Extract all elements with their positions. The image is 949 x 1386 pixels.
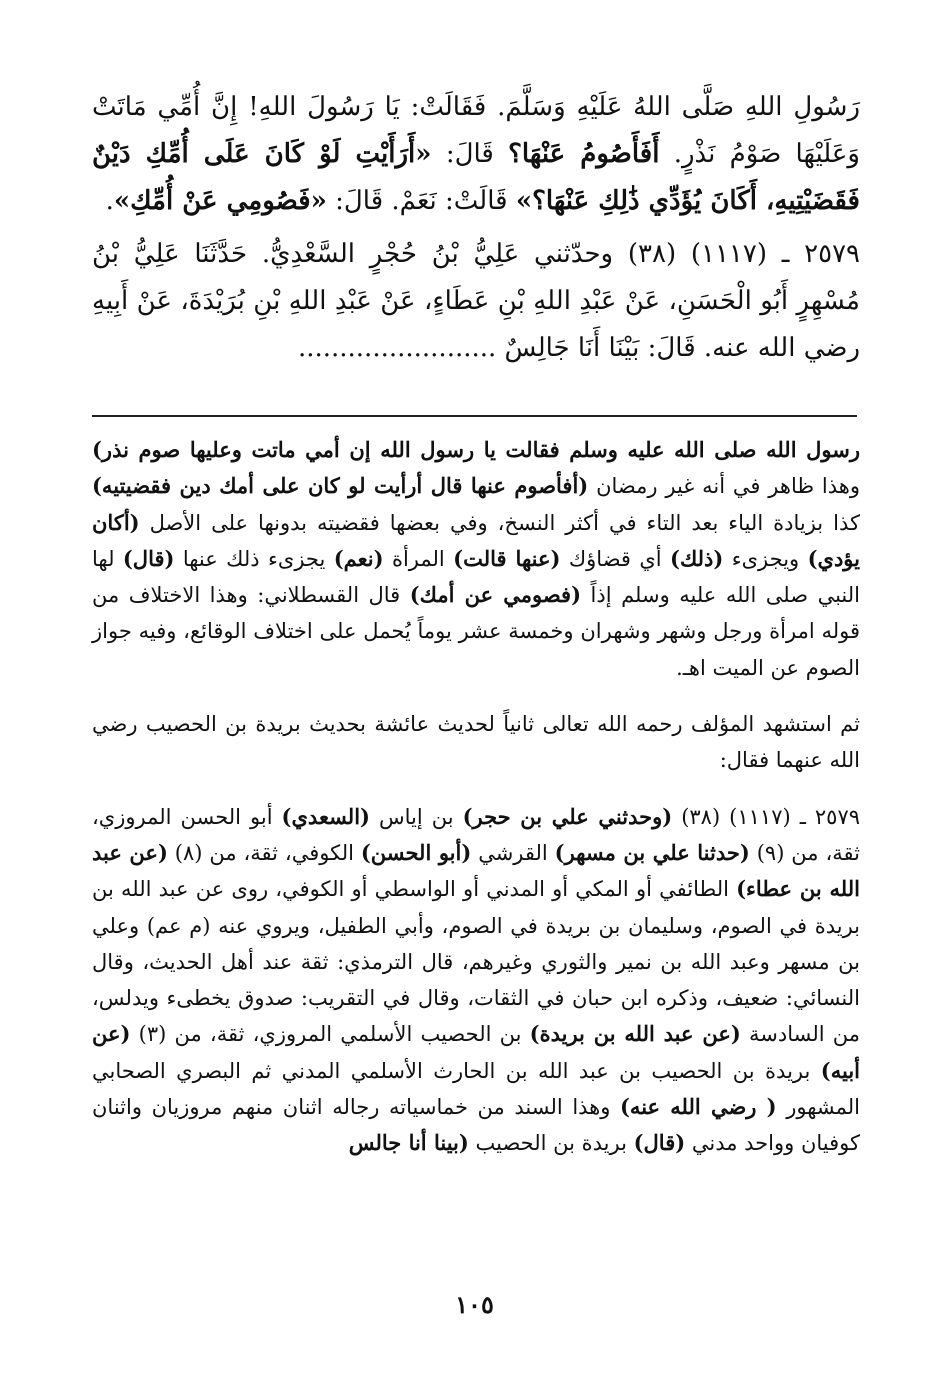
commentary-bold-text: (بينا أنا جالس: [348, 1130, 469, 1156]
commentary-text: قال القسطلاني: وهذا الاختلاف من قوله امرأة ورجل وشهر وشهران وخمسة عشر يوماً يُحمل على اختلاف الوقائع، وفيه جواز الصوم عن الميت اهـ.: [92, 583, 860, 680]
commentary-bold-text: (عنها قالت): [453, 545, 561, 571]
commentary-text: وهذا ظاهر في أنه غير رمضان: [588, 474, 860, 499]
commentary-bold-text: (أفأصوم عنها قال أرأيت لو كان على أمك دين فقضيتيه): [92, 473, 589, 499]
hadith-text: رَسُولِ اللهِ صَلَّى اللهُ عَلَيْهِ وَسَلَّمَ. فَقَالَتْ: يَا رَسُولَ اللهِ! إِنَّ أُمِّي مَاتَتْ وَعَلَيْهَا صَوْمُ نَذْرٍ.: [92, 92, 860, 169]
commentary-text: الكوفي، ثقة، من (٨): [167, 840, 361, 865]
commentary-text: أبو الحسن المروزي، ثقة، من (٩): [92, 804, 860, 865]
hadith-bold-text: «فَصُومِي عَنْ أُمِّكِ»: [113, 186, 327, 216]
commentary-bold-text: (نعم): [333, 545, 384, 571]
commentary-paragraph-3: [92, 799, 860, 1162]
commentary-bold-text: (عن أبيه): [92, 1021, 860, 1083]
hadith-text: قَالَتْ: نَعَمْ. قَالَ:: [326, 186, 516, 216]
commentary-bold-text: (ذلك): [670, 545, 724, 571]
commentary-text: بريدة بن الحصيب بن عبد الله بن الحارث الأسلمي المدني ثم البصري الصحابي المشهور: [92, 1058, 861, 1120]
commentary-text: ٢٥٧٩ ـ (١١١٧) (٣٨): [672, 804, 861, 829]
commentary-bold-text: (عن عبد الله بن عطاء): [92, 839, 860, 902]
hadith-text-block: [92, 84, 860, 372]
commentary-text: ويجزىء: [723, 546, 808, 571]
footnote-divider: [92, 415, 857, 417]
commentary-bold-text: (أبو الحسن): [360, 839, 472, 865]
commentary-bold-text: (قال): [633, 1130, 686, 1156]
commentary-bold-text: (قال): [122, 545, 175, 571]
commentary-bold-text: (أكان يؤدي): [92, 509, 860, 571]
commentary-paragraph-1: [92, 432, 860, 686]
commentary-bold-text: رسول الله صلى الله عليه وسلم فقالت يا رسول الله إن أمي ماتت وعليها صوم نذر): [92, 437, 860, 462]
hadith-text: .: [105, 186, 114, 216]
commentary-bold-text: (عن عبد الله بن بريدة): [529, 1021, 741, 1047]
commentary-text: القرشي: [471, 840, 555, 865]
commentary-text: كذا بزيادة الياء بعد التاء في أكثر النسخ، وفي بعضها فقضيته بدونها على الأصل: [139, 510, 860, 535]
commentary-text: وهذا السند من خماسياته رجاله اثنان منهم مروزيان واثنان كوفيان وواحد مدني: [92, 1095, 860, 1156]
commentary-text: يجزىء ذلك عنها: [174, 546, 334, 571]
commentary-text: بريدة بن الحصيب: [468, 1131, 634, 1156]
hadith-paragraph-2: ٢٥٧٩ ـ (١١١٧) (٣٨) وحدّثني عَلِيُّ بْنُ حُجْرٍ السَّعْدِيُّ. حَدَّثَنَا عَلِيُّ بْنُ مُسْهِرٍ أَبُو الْحَسَنِ، عَنْ عَبْدِ اللهِ بْنِ عَطَاءٍ، عَنْ عَبْدِ اللهِ بْنِ بُرَيْدَةَ، عَنْ أَبِيهِ رضي الله عنه. قَالَ: بَيْنَا أَنَا جَالِسٌ ........................: [92, 239, 861, 363]
commentary-bold-text: ( رضي الله عنه): [620, 1094, 777, 1120]
commentary-text: بن إياس: [369, 804, 463, 829]
commentary-text: الطائفي أو المكي أو المدني أو الواسطي أو الكوفي، روى عن عبد الله بن بريدة في الصوم، وسليمان بن بريدة في الصوم، وأبي الطفيل، ويروي عنه (م عم) وعلي بن مسهر وعبد الله بن نمير والثوري وغيرهم، قال الترمذي: ثقة عند أهل الحديث، وقال النسائي: ضعيف، وذكره ابن حبان في الثقات، وقال في التقريب: صدوق يخطىء ويدلس، من السادسة: [92, 877, 860, 1047]
hadith-text: قَالَ:: [431, 139, 509, 169]
commentary-text: بن الحصيب الأسلمي المروزي، ثقة، من (٣): [130, 1022, 530, 1047]
commentary-text: أي قضاؤك: [560, 546, 671, 571]
page-number: ١٠٥: [455, 1290, 494, 1319]
hadith-bold-text: «أَرَأَيْتِ لَوْ كَانَ عَلَى أُمِّكِ دَيْنٌ فَقَضَيْتِيهِ، أَكَانَ يُؤَدِّي ذَٰلِكِ عَنْهَا؟»: [92, 139, 860, 216]
commentary-block: [92, 432, 860, 1162]
commentary-text: لها النبي صلى الله عليه وسلم إذاً: [92, 546, 860, 608]
hadith-paragraph-1: [92, 84, 860, 225]
commentary-bold-text: (حدثنا علي بن مسهر): [554, 839, 750, 865]
hadith-bold-text: أَفَأَصُومُ عَنْهَا؟: [508, 139, 660, 169]
commentary-bold-text: (وحدثني علي بن حجر): [462, 803, 673, 829]
commentary-bold-text: (فصومي عن أمك): [409, 582, 582, 608]
commentary-text: المرأة: [383, 546, 454, 571]
commentary-paragraph-2: ثم استشهد المؤلف رحمه الله تعالى ثانياً لحديث عائشة بحديث بريدة بن الحصيب رضي الله عنهما فقال:: [92, 712, 860, 773]
commentary-bold-text: (السعدي): [281, 803, 370, 829]
